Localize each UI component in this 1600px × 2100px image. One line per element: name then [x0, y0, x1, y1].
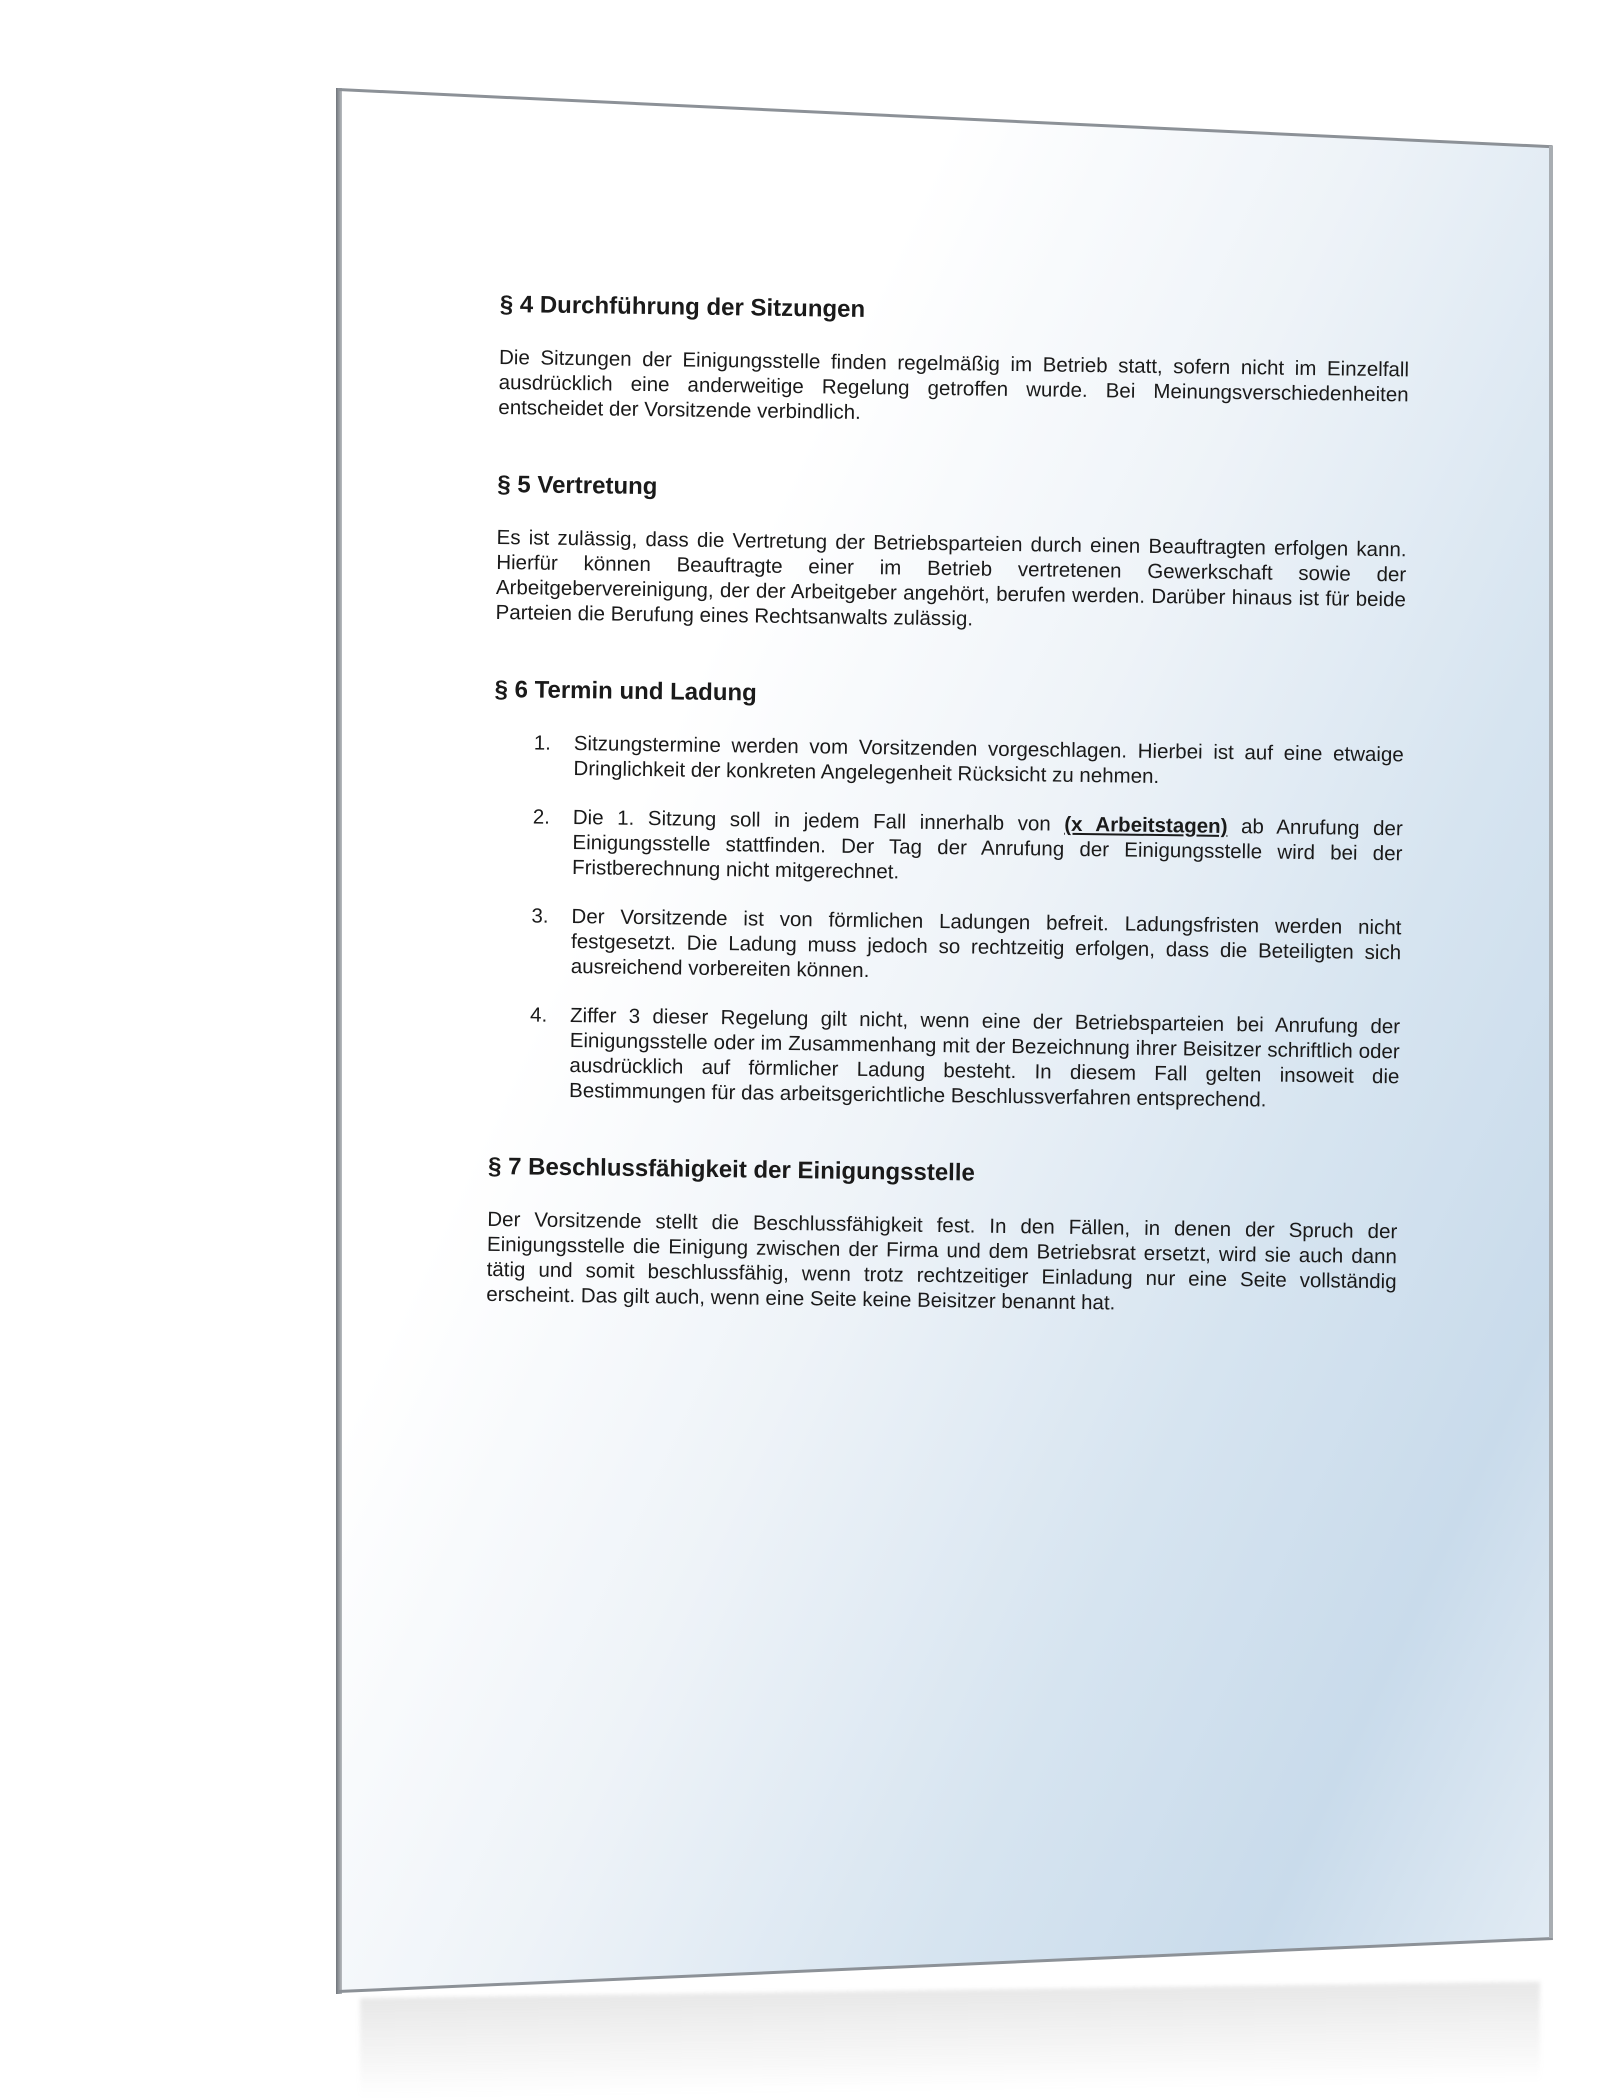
section-5 — [495, 470, 1407, 637]
placeholder-field: (x Arbeitstagen) — [1064, 812, 1228, 838]
numbered-list — [489, 730, 1404, 1114]
document-content — [485, 290, 1409, 1369]
list-item-number: 2. — [532, 805, 551, 829]
section-heading: § 7 Beschlussfähigkeit der Einigungsstelle — [487, 1152, 976, 1187]
list-item-text: Ziffer 3 dieser Regelung gilt nicht, wenn eine der Betriebsparteien bei Anrufung der Einigungsstelle oder im Zusammenhang mit der Bezeichnung ihrer Beisitzer schriftlich oder ausdrücklich auf förmlicher Ladung besteht. In diesem Fall gelten insoweit die Bestimmungen für das arbeitsgerichtliche Beschlussverfahren entsprechend. — [568, 1004, 1401, 1112]
section-7 — [486, 1152, 1398, 1319]
section-paragraph: Der Vorsitzende stellt die Beschlussfähigkeit fest. In den Fällen, in denen der Spruch der Einigungsstelle die Einigung zwischen der Firma und dem Betriebsrat ersetzt, wird sie auch dann tätig und somit beschlussfähig, wenn trotz rechtzeitiger Einladung nur eine Seite vollständig erscheint. Das gilt auch, wenn eine Seite keine Beisitzer benannt hat. — [486, 1207, 1398, 1315]
list-item — [533, 731, 1404, 793]
page-edge-right — [1549, 146, 1553, 1938]
list-item-number: 4. — [529, 1003, 548, 1027]
section-heading: § 6 Termin und Ladung — [494, 675, 757, 707]
list-item-text-after: ab Anrufung der Einigungsstelle stattfinden. Der Tag der Anrufung der Einigungsstelle wird bei der Fristberechnung nicht mitgerechnet. — [571, 814, 1403, 884]
list-item-text-before: Die 1. Sitzung soll in jedem Fall innerhalb von — [572, 806, 1065, 836]
page-edge-left — [336, 88, 342, 1994]
list-item-number: 3. — [531, 904, 549, 928]
section-4 — [498, 290, 1410, 432]
list-item-text: Der Vorsitzende ist von förmlichen Ladungen befreit. Ladungsfristen werden nicht festgesetzt. Die Ladung muss jedoch so rechtzeitig erfolgen, dass die Beteiligten sich ausreichend vorbereiten können. — [570, 905, 1402, 983]
list-item-text: Sitzungstermine werden vom Vorsitzenden vorgeschlagen. Hierbei ist auf eine etwaige Dringlichkeit der konkreten Angelegenheit Rücksicht zu nehmen. — [573, 732, 1404, 789]
section-6 — [489, 675, 1405, 1114]
section-heading: § 4 Durchführung der Sitzungen — [499, 290, 866, 323]
section-paragraph: Es ist zulässig, dass die Vertretung der Betriebsparteien durch einen Beauftragten erfolgen kann. Hierfür können Beauftragte einer im Betrieb vertretenen Gewerkschaft sowie der Arbeitgebervereinigung, der der Arbeitgeber angehört, berufen werden. Darüber hinaus ist für beide Parteien die Berufung eines Rechtsanwalts zulässig. — [495, 525, 1407, 631]
section-paragraph: Die Sitzungen der Einigungsstelle finden regelmäßig im Betrieb statt, sofern nicht im Einzelfall ausdrücklich eine anderweitige Regelung getroffen wurde. Bei Meinungsverschiedenheiten entscheidet der Vorsitzende verbindlich. — [498, 345, 1410, 424]
page-reflection — [360, 1982, 1540, 2098]
list-item — [531, 903, 1402, 990]
list-item-number: 1. — [533, 731, 552, 755]
section-heading: § 5 Vertretung — [497, 470, 658, 501]
list-item — [532, 804, 1403, 891]
list-item — [529, 1002, 1400, 1114]
